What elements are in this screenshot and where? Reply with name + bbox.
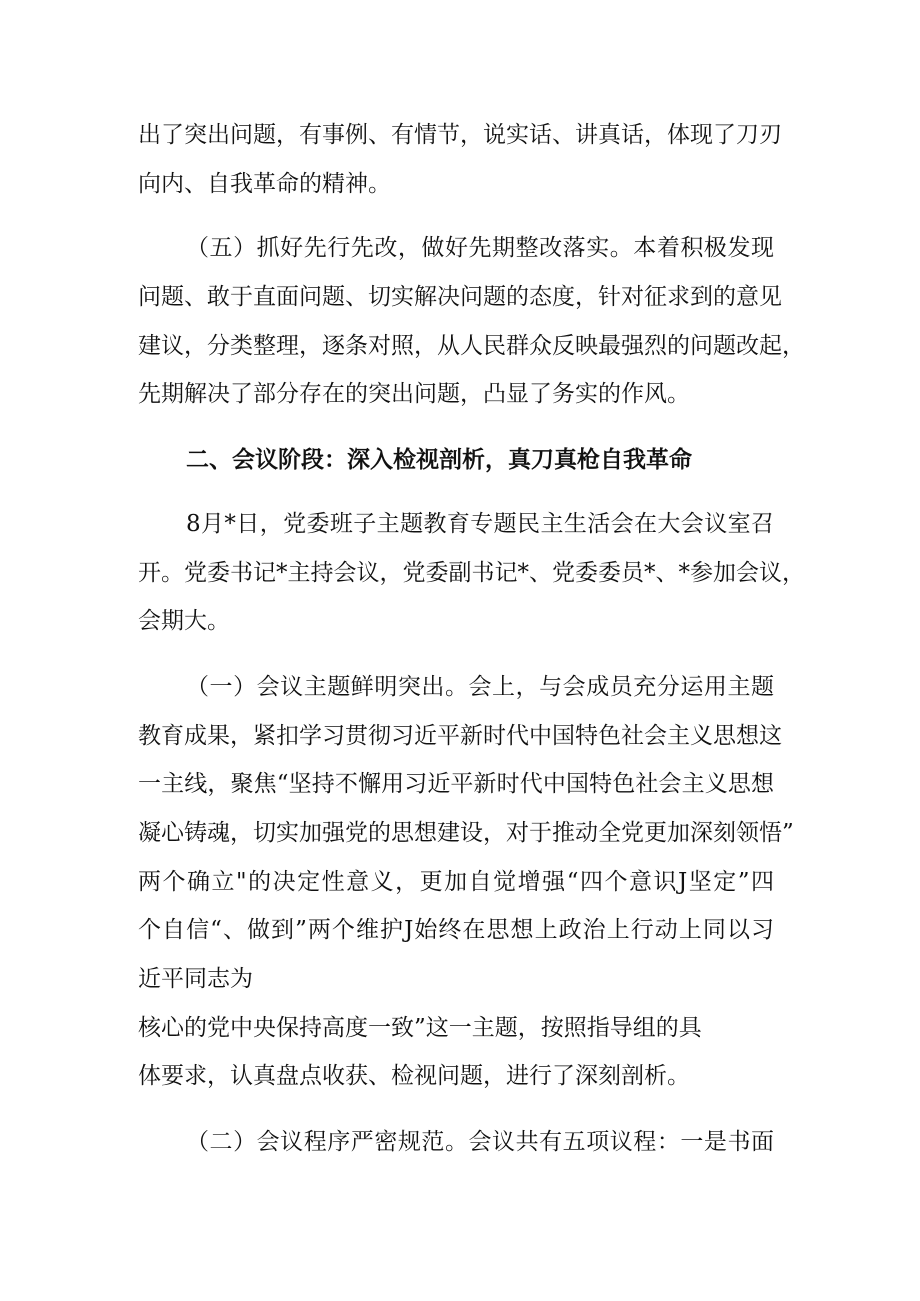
paragraph-line: 个自信“、做到”两个维护J始终在思想上政治上行动上同以习 bbox=[138, 917, 774, 943]
paragraph-line: 开。党委书记*主持会议，党委副书记*、党委委员*、*参加会议， bbox=[138, 560, 805, 586]
paragraph-line: （二）会议程序严密规范。会议共有五项议程：一是书面 bbox=[186, 1129, 774, 1155]
paragraph-line: 出了突出问题，有事例、有情节，说实话、讲真话，体现了刀刃 bbox=[138, 122, 782, 148]
paragraph-line: 近平同志为 bbox=[138, 966, 253, 992]
paragraph-line: 一主线，聚焦“坚持不懈用习近平新时代中国特色社会主义思想 bbox=[138, 771, 774, 797]
paragraph-line: 建议，分类整理，逐条对照，从人民群众反映最强烈的问题改起， bbox=[138, 333, 805, 359]
paragraph-line: 两个确立"的决定性意义，更加自觉增强“四个意识J坚定”四 bbox=[138, 869, 774, 895]
paragraph-line: 8月*日，党委班子主题教育专题民主生活会在大会议室召 bbox=[186, 511, 774, 537]
paragraph-line: 问题、敢于直面问题、切实解决问题的态度，针对征求到的意见 bbox=[138, 284, 782, 310]
paragraph-line: 向内、自我革命的精神。 bbox=[138, 171, 391, 197]
paragraph-line: 凝心铸魂，切实加强党的思想建设，对于推动全党更加深刻领悟” bbox=[138, 820, 794, 846]
paragraph-line: （一）会议主题鲜明突出。会上，与会成员充分运用主题 bbox=[186, 674, 774, 700]
paragraph-line: 先期解决了部分存在的突出问题，凸显了务实的作风。 bbox=[138, 381, 690, 407]
paragraph-line: 会期大。 bbox=[138, 608, 230, 634]
paragraph-line: 体要求，认真盘点收获、检视问题，进行了深刻剖析。 bbox=[138, 1063, 690, 1089]
paragraph-line: （五）抓好先行先改，做好先期整改落实。本着积极发现 bbox=[186, 235, 774, 261]
paragraph-line: 核心的党中央保持高度一致”这一主题，按照指导组的具 bbox=[138, 1015, 702, 1041]
paragraph-line: 教育成果，紧扣学习贯彻习近平新时代中国特色社会主义思想这 bbox=[138, 723, 782, 749]
section-heading: 二、会议阶段：深入检视剖析，真刀真枪自我革命 bbox=[186, 447, 692, 473]
